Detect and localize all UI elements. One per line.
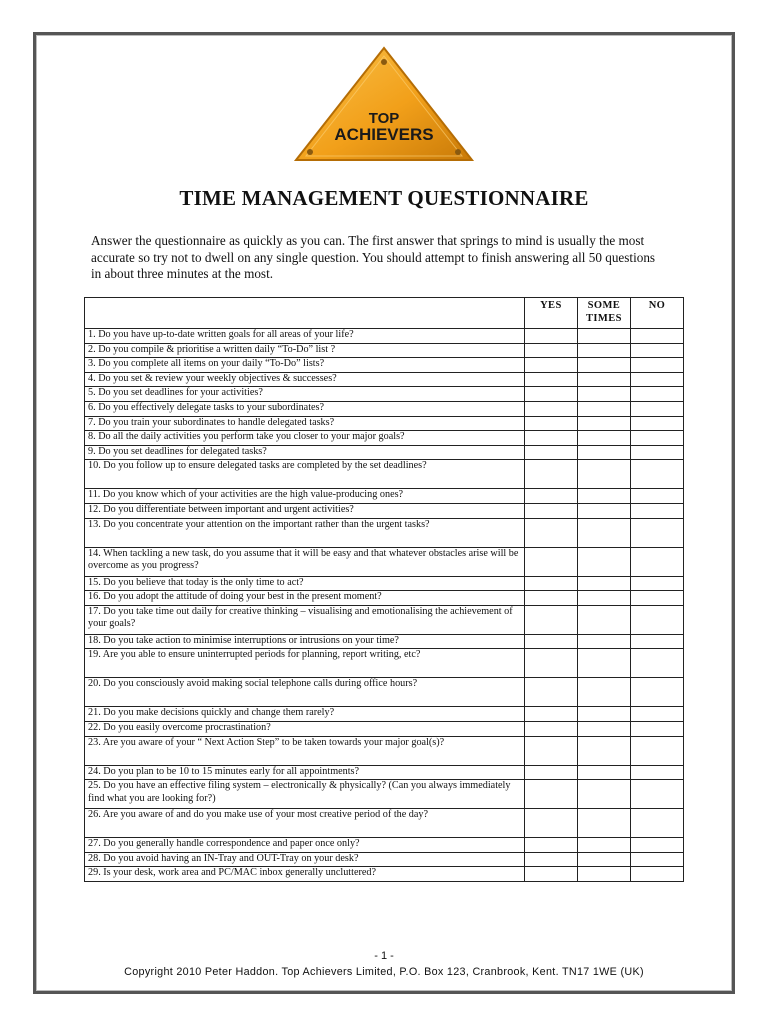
answer-cell-yes[interactable] — [524, 591, 577, 606]
questionnaire-table — [84, 297, 684, 882]
logo-text-top: TOP — [368, 110, 400, 127]
answer-cell-no[interactable] — [630, 838, 683, 853]
answer-cell-no[interactable] — [630, 547, 683, 576]
answer-cell-sometimes[interactable] — [577, 518, 630, 547]
answer-cell-sometimes[interactable] — [577, 707, 630, 722]
question-text: 29. Is your desk, work area and PC/MAC inbox generally uncluttered? — [85, 867, 525, 882]
answer-cell-sometimes[interactable] — [577, 416, 630, 431]
table-row — [85, 460, 684, 489]
answer-cell-sometimes[interactable] — [577, 634, 630, 649]
answer-cell-yes[interactable] — [524, 460, 577, 489]
answer-cell-no[interactable] — [630, 460, 683, 489]
header-sometimes — [577, 298, 630, 329]
answer-cell-sometimes[interactable] — [577, 401, 630, 416]
answer-cell-no[interactable] — [630, 503, 683, 518]
table-row — [85, 416, 684, 431]
question-text: 6. Do you effectively delegate tasks to your subordinates? — [85, 401, 525, 416]
table-row — [85, 605, 684, 634]
answer-cell-no[interactable] — [630, 867, 683, 882]
table-row — [85, 678, 684, 707]
top-achievers-logo — [292, 46, 476, 164]
answer-cell-no[interactable] — [630, 634, 683, 649]
question-text: 12. Do you differentiate between important and urgent activities? — [85, 503, 525, 518]
table-row — [85, 634, 684, 649]
answer-cell-no[interactable] — [630, 518, 683, 547]
answer-cell-yes[interactable] — [524, 780, 577, 809]
answer-cell-no[interactable] — [630, 765, 683, 780]
question-text: 24. Do you plan to be 10 to 15 minutes early for all appointments? — [85, 765, 525, 780]
answer-cell-yes[interactable] — [524, 431, 577, 446]
page-title: TIME MANAGEMENT QUESTIONNAIRE — [179, 186, 589, 210]
answer-cell-no[interactable] — [630, 591, 683, 606]
answer-cell-sometimes[interactable] — [577, 576, 630, 591]
answer-cell-no[interactable] — [630, 576, 683, 591]
table-row — [85, 329, 684, 344]
answer-cell-sometimes[interactable] — [577, 387, 630, 402]
answer-cell-sometimes[interactable] — [577, 489, 630, 504]
table-row — [85, 576, 684, 591]
answer-cell-no[interactable] — [630, 852, 683, 867]
answer-cell-sometimes[interactable] — [577, 358, 630, 373]
table-row — [85, 867, 684, 882]
answer-cell-no[interactable] — [630, 649, 683, 678]
answer-cell-no[interactable] — [630, 809, 683, 838]
question-text: 5. Do you set deadlines for your activities? — [85, 387, 525, 402]
answer-cell-no[interactable] — [630, 401, 683, 416]
copyright-footer: Copyright 2010 Peter Haddon. Top Achievers Limited, P.O. Box 123, Cranbrook, Kent. TN17 1WE (UK) — [124, 966, 644, 978]
header-no: NO — [630, 298, 683, 329]
header-row — [85, 298, 684, 329]
question-text: 9. Do you set deadlines for delegated tasks? — [85, 445, 525, 460]
answer-cell-no[interactable] — [630, 707, 683, 722]
table-row — [85, 358, 684, 373]
answer-cell-no[interactable] — [630, 489, 683, 504]
question-text: 22. Do you easily overcome procrastination? — [85, 721, 525, 736]
table-row — [85, 649, 684, 678]
answer-cell-sometimes[interactable] — [577, 445, 630, 460]
table-row — [85, 721, 684, 736]
question-text: 25. Do you have an effective filing system – electronically & physically? (Can you always immediately find what you are looking for?) — [85, 780, 525, 809]
answer-cell-sometimes[interactable] — [577, 765, 630, 780]
answer-cell-sometimes[interactable] — [577, 431, 630, 446]
answer-cell-yes[interactable] — [524, 809, 577, 838]
answer-cell-yes[interactable] — [524, 765, 577, 780]
question-text: 17. Do you take time out daily for creative thinking – visualising and emotionalising the achievement of your goals? — [85, 605, 525, 634]
answer-cell-yes[interactable] — [524, 518, 577, 547]
answer-cell-yes[interactable] — [524, 547, 577, 576]
answer-cell-sometimes[interactable] — [577, 343, 630, 358]
answer-cell-yes[interactable] — [524, 605, 577, 634]
question-text: 10. Do you follow up to ensure delegated tasks are completed by the set deadlines? — [85, 460, 525, 489]
question-text: 26. Are you aware of and do you make use of your most creative period of the day? — [85, 809, 525, 838]
table-row — [85, 809, 684, 838]
answer-cell-sometimes[interactable] — [577, 460, 630, 489]
header-yes: YES — [524, 298, 577, 329]
answer-cell-yes[interactable] — [524, 503, 577, 518]
question-text: 18. Do you take action to minimise interruptions or intrusions on your time? — [85, 634, 525, 649]
answer-cell-sometimes[interactable] — [577, 867, 630, 882]
answer-cell-yes[interactable] — [524, 416, 577, 431]
answer-cell-no[interactable] — [630, 358, 683, 373]
answer-cell-yes[interactable] — [524, 634, 577, 649]
answer-cell-yes[interactable] — [524, 387, 577, 402]
answer-cell-sometimes[interactable] — [577, 547, 630, 576]
table-row — [85, 852, 684, 867]
table-row — [85, 780, 684, 809]
answer-cell-sometimes[interactable] — [577, 329, 630, 344]
answer-cell-yes[interactable] — [524, 343, 577, 358]
table-row — [85, 707, 684, 722]
answer-cell-sometimes[interactable] — [577, 736, 630, 765]
answer-cell-no[interactable] — [630, 678, 683, 707]
table-row — [85, 547, 684, 576]
answer-cell-yes[interactable] — [524, 736, 577, 765]
logo-text-achievers: ACHIEVERS — [334, 125, 434, 144]
table-row — [85, 387, 684, 402]
table-row — [85, 343, 684, 358]
answer-cell-sometimes[interactable] — [577, 678, 630, 707]
answer-cell-yes[interactable] — [524, 358, 577, 373]
question-text: 13. Do you concentrate your attention on the important rather than the urgent tasks? — [85, 518, 525, 547]
table-row — [85, 838, 684, 853]
table-row — [85, 736, 684, 765]
page-number: - 1 - — [374, 950, 394, 962]
question-text: 11. Do you know which of your activities are the high value-producing ones? — [85, 489, 525, 504]
answer-cell-yes[interactable] — [524, 867, 577, 882]
question-text: 15. Do you believe that today is the only time to act? — [85, 576, 525, 591]
table-row — [85, 503, 684, 518]
table-row — [85, 431, 684, 446]
answer-cell-sometimes[interactable] — [577, 372, 630, 387]
header-sometimes-line2: TIMES — [586, 312, 622, 324]
answer-cell-no[interactable] — [630, 416, 683, 431]
table-row — [85, 445, 684, 460]
intro-paragraph: Answer the questionnaire as quickly as you can. The first answer that springs to mind is usually the most accurate so try not to dwell on any single question. You should attempt to finish answering all 50 questions in about three minutes at the most. — [91, 233, 656, 281]
question-text: 28. Do you avoid having an IN-Tray and OUT-Tray on your desk? — [85, 852, 525, 867]
question-text: 21. Do you make decisions quickly and change them rarely? — [85, 707, 525, 722]
answer-cell-no[interactable] — [630, 387, 683, 402]
answer-cell-yes[interactable] — [524, 838, 577, 853]
question-text: 2. Do you compile & prioritise a written daily “To-Do” list ? — [85, 343, 525, 358]
table-row — [85, 489, 684, 504]
answer-cell-sometimes[interactable] — [577, 838, 630, 853]
answer-cell-no[interactable] — [630, 736, 683, 765]
table-row — [85, 401, 684, 416]
answer-cell-no[interactable] — [630, 780, 683, 809]
answer-cell-yes[interactable] — [524, 576, 577, 591]
answer-cell-sometimes[interactable] — [577, 649, 630, 678]
question-text: 8. Do all the daily activities you perform take you closer to your major goals? — [85, 431, 525, 446]
answer-cell-sometimes[interactable] — [577, 591, 630, 606]
question-text: 4. Do you set & review your weekly objectives & successes? — [85, 372, 525, 387]
answer-cell-yes[interactable] — [524, 489, 577, 504]
table-row — [85, 518, 684, 547]
answer-cell-no[interactable] — [630, 445, 683, 460]
answer-cell-yes[interactable] — [524, 649, 577, 678]
answer-cell-no[interactable] — [630, 329, 683, 344]
answer-cell-yes[interactable] — [524, 852, 577, 867]
table-row — [85, 372, 684, 387]
answer-cell-yes[interactable] — [524, 372, 577, 387]
answer-cell-yes[interactable] — [524, 329, 577, 344]
question-text: 19. Are you able to ensure uninterrupted periods for planning, report writing, etc? — [85, 649, 525, 678]
question-text: 14. When tackling a new task, do you assume that it will be easy and that whatever obstacles arise will be overcome as you progress? — [85, 547, 525, 576]
questions-body — [85, 329, 684, 882]
header-question — [85, 298, 525, 329]
header-sometimes-line1: SOME — [587, 300, 621, 311]
answer-cell-sometimes[interactable] — [577, 605, 630, 634]
table-row — [85, 591, 684, 606]
answer-cell-no[interactable] — [630, 605, 683, 634]
answer-cell-sometimes[interactable] — [577, 503, 630, 518]
question-text: 3. Do you complete all items on your daily “To-Do” lists? — [85, 358, 525, 373]
answer-cell-yes[interactable] — [524, 678, 577, 707]
table-row — [85, 765, 684, 780]
answer-cell-no[interactable] — [630, 721, 683, 736]
answer-cell-no[interactable] — [630, 343, 683, 358]
question-text: 23. Are you aware of your “ Next Action Step” to be taken towards your major goal(s)? — [85, 736, 525, 765]
answer-cell-yes[interactable] — [524, 721, 577, 736]
answer-cell-sometimes[interactable] — [577, 809, 630, 838]
answer-cell-sometimes[interactable] — [577, 780, 630, 809]
answer-cell-sometimes[interactable] — [577, 852, 630, 867]
question-text: 16. Do you adopt the attitude of doing your best in the present moment? — [85, 591, 525, 606]
question-text: 27. Do you generally handle correspondence and paper once only? — [85, 838, 525, 853]
answer-cell-yes[interactable] — [524, 707, 577, 722]
question-text: 7. Do you train your subordinates to handle delegated tasks? — [85, 416, 525, 431]
answer-cell-yes[interactable] — [524, 445, 577, 460]
answer-cell-yes[interactable] — [524, 401, 577, 416]
answer-cell-no[interactable] — [630, 431, 683, 446]
answer-cell-sometimes[interactable] — [577, 721, 630, 736]
answer-cell-no[interactable] — [630, 372, 683, 387]
question-text: 1. Do you have up-to-date written goals for all areas of your life? — [85, 329, 525, 344]
question-text: 20. Do you consciously avoid making social telephone calls during office hours? — [85, 678, 525, 707]
